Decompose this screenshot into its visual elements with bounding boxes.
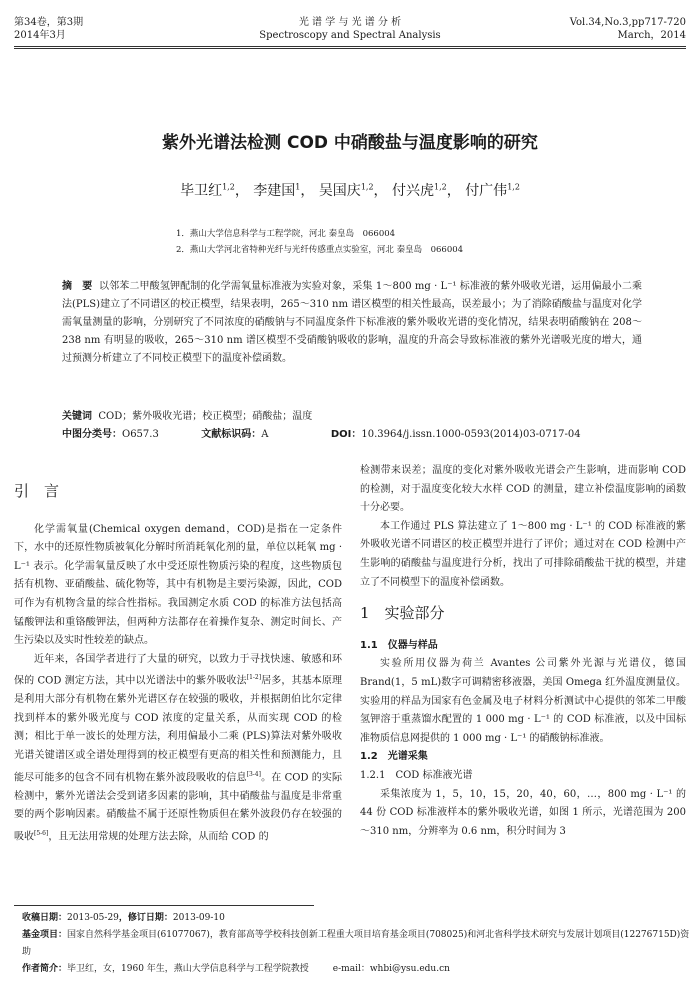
author: 李建国$^1$ bbox=[253, 182, 301, 199]
keywords-block bbox=[62, 408, 662, 444]
running-header-right bbox=[570, 16, 686, 42]
date-cn: 2014年3月 bbox=[14, 30, 66, 41]
subsubsection-heading-cod-spectra: 1.2.1 COD 标准液光谱 bbox=[360, 769, 473, 781]
intro-paragraph-2: 近年来，各国学者进行了大量的研究，以致力于寻找快速、敏感和环保的 COD 测定方法，其中以光谱法中的紫外吸收法[1-2]居多，其基本原理是利用大部分有机物在紫外光谱区存在较强的吸收，并根据朗伯比尔定律找到样本的紫外吸光度与 COD 浓度的定量关系，从而实现 COD 的检测；相比于单一波长的处理方法，利用偏最小二乘 (PLS)算法对紫外吸收光谱关键谱区或全谱处理得到的校正模型有更高的相关性和预测能力，且能尽可能多的包含不同有机物在紫外波段吸收的信息[3-4]。在 COD 的实际检测中，紫外光谱法会受到诸多因素的影响，其中硝酸盐与温度是非常重要的两个影响因素。硝酸盐不属于还原性物质但在紫外波段仍存在较强的吸收[5-6]，且无法用常规的处理方法去除，从而给 COD 的 bbox=[14, 653, 342, 843]
clc-number: O657.3 bbox=[122, 429, 159, 440]
author-email[interactable]: e-mail：whbi@ysu.edu.cn bbox=[332, 964, 450, 974]
header-rule-thin bbox=[14, 48, 686, 49]
received-date: 2013-05-29 bbox=[67, 913, 119, 923]
abstract-label: 摘 要 bbox=[62, 281, 93, 292]
author: 吴国庆$^{1,2}$ bbox=[318, 182, 374, 199]
citation[interactable]: [3-4] bbox=[246, 770, 261, 778]
citation[interactable]: [5-6] bbox=[34, 829, 49, 837]
doc-code-label: 文献标识码： bbox=[201, 429, 262, 440]
paper-title: 紫外光谱法检测 COD 中硝酸盐与温度影响的研究 bbox=[162, 133, 538, 153]
continued-paragraph: 检测带来误差；温度的变化对紫外吸收光谱会产生影响，进而影响 COD 的检测，对于温度变化较大水样 COD 的测量，建立补偿温度影响的函数十分必要。 bbox=[360, 465, 686, 514]
header-rule bbox=[14, 46, 686, 47]
section-heading-intro: 引 言 bbox=[14, 482, 60, 500]
footnote bbox=[22, 910, 692, 978]
abstract bbox=[62, 278, 642, 368]
author: 毕卫红$^{1,2}$ bbox=[180, 182, 235, 199]
bio-label: 作者简介： bbox=[22, 964, 68, 974]
section-heading-experiment: 1 实验部分 bbox=[360, 604, 445, 623]
abstract-text: 以邻苯二甲酸氢钾配制的化学需氧量标准液为实验对象，采集 1～800 mg · L⁻¹ 标准液的紫外吸收光谱，运用偏最小二乘法(PLS)建立了不同谱区的校正模型，结果表明，265～310 nm 谱区模型的相关性最高，误差最小；为了消除硝酸盐与温度对化学需氧量测量的影响，分别研究了不同浓度的硝酸钠与不同温度条件下标准液的紫外吸收光谱的变化情况，结果表明硝酸钠在 208～238 nm 有明显的吸收，265～310 nm 谱区模型不受硝酸钠吸收的影响，温度的升高会导致标准液的紫外光谱吸光度的增大，通过预测分析建立了不同校正模型下的温度补偿函数。 bbox=[62, 281, 643, 364]
doc-code: A bbox=[261, 429, 269, 440]
right-column bbox=[360, 462, 686, 841]
keywords-label: 关键词 bbox=[62, 411, 92, 422]
affiliation-1: 1．燕山大学信息科学与工程学院，河北 秦皇岛 066004 bbox=[176, 229, 396, 239]
journal-name-en: Spectroscopy and Spectral Analysis bbox=[259, 30, 441, 41]
bio-text: 毕卫红，女，1960 年生，燕山大学信息科学与工程学院教授 bbox=[67, 964, 309, 974]
journal-name-cn: 光 谱 学 与 光 谱 分 析 bbox=[298, 17, 402, 28]
fund-text: 国家自然科学基金项目(61077067)，教育部高等学校科技创新工程重大项目培育基金项目(708025)和河北省科学技术研究与发展计划项目(12276715D)资助 bbox=[22, 930, 690, 957]
author: 付兴虎$^{1,2}$ bbox=[392, 182, 447, 199]
volume-issue-cn: 第34卷，第3期 bbox=[14, 17, 84, 28]
subsection-heading-spectra: 1.2 光谱采集 bbox=[360, 751, 428, 763]
doi-label: DOI： bbox=[330, 429, 362, 440]
date-en: March，2014 bbox=[617, 30, 686, 41]
affiliations bbox=[176, 226, 463, 258]
fund-label: 基金项目： bbox=[22, 930, 68, 940]
affiliation-2: 2．燕山大学河北省特种光纤与光纤传感重点实验室，河北 秦皇岛 066004 bbox=[176, 245, 464, 255]
revised-date: 2013-09-10 bbox=[172, 913, 225, 923]
keywords-text: COD；紫外吸收光谱；校正模型；硝酸盐；温度 bbox=[98, 411, 313, 422]
volume-issue-en: Vol.34,No.3,pp717-720 bbox=[569, 17, 686, 28]
citation[interactable]: [1-2] bbox=[246, 674, 262, 682]
author-list: 毕卫红$^{1,2}$， 李建国$^1$， 吴国庆$^{1,2}$， 付兴虎$^{1,2}$， 付广伟$^{1,2}$ bbox=[180, 182, 520, 199]
instruments-paragraph: 实验所用仪器为荷兰 Avantes 公司紫外光源与光谱仪，德国 Brand(1，5 mL)数字可调精密移液器，美国 Omega 红外温度测量仪。实验用的样品为国家有色金属及电子材料分析测试中心提供的邻苯二甲酸氢钾溶于重蒸馏水配置的 1 000 mg · L⁻¹ 的 COD 标准液，以及中国标准物质信息网提供的 1 000 mg · L⁻¹ 的硝酸钠标准液。 bbox=[360, 658, 686, 744]
work-paragraph: 本工作通过 PLS 算法建立了 1～800 mg · L⁻¹ 的 COD 标准液的紫外吸收光谱不同谱区的校正模型并进行了评价；通过对在 COD 检测中产生影响的硝酸盐与温度进行分析，找出了可排除硝酸盐干扰的模型，并建立了不同模型下的温度补偿函数。 bbox=[360, 520, 686, 588]
footnote-rule bbox=[14, 905, 314, 906]
intro-paragraph-1: 化学需氧量(Chemical oxygen demand，COD)是指在一定条件下，水中的还原性物质被氧化分解时所消耗氧化剂的量，单位以耗氧 mg · L⁻¹ 表示。化学需氧量反映了水中受还原性物质污染的程度，这些物质包括有机物、亚硝酸盐、硫化物等，其中有机物是主要污染源，因此，COD 可作为有机物含量的综合性指标。我国测定水质 COD 的标准方法包括高锰酸钾法和重铬酸钾法，但两种方法都存在着操作复杂、测定时间长、产生污染以及实时性较差的缺点。 bbox=[14, 523, 342, 647]
clc-label: 中图分类号： bbox=[62, 429, 122, 440]
left-column bbox=[14, 482, 342, 847]
received-label: 收稿日期： bbox=[22, 913, 68, 923]
spectra-paragraph: 采集浓度为 1，5，10，15，20，40，60，…，800 mg · L⁻¹ 的 44 份 COD 标准液样本的紫外吸收光谱，如图 1 所示，光谱范围为 200～310 nm，分辨率为 0.6 nm，积分时间为 3 bbox=[360, 788, 686, 837]
author: 付广伟$^{1,2}$ bbox=[465, 182, 520, 199]
subsection-heading-instruments: 1.1 仪器与样品 bbox=[360, 639, 438, 651]
doi-link[interactable]: 10.3964/j.issn.1000-0593(2014)03-0717-04 bbox=[361, 429, 581, 440]
revised-label: ，修订日期： bbox=[118, 913, 173, 923]
